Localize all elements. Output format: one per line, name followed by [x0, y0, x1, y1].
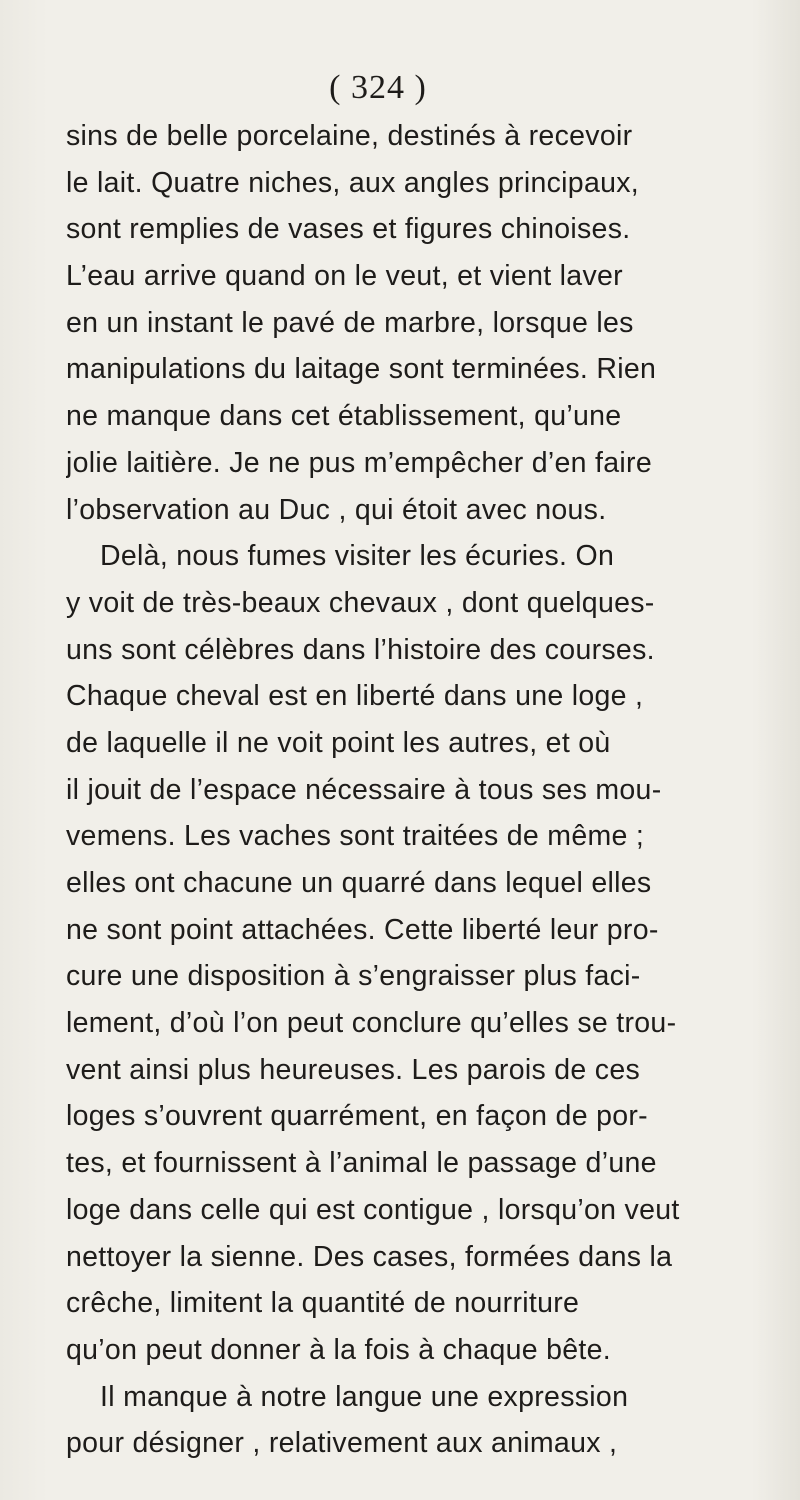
text-line: qu’on peut donner à la fois à chaque bête.	[66, 1333, 612, 1366]
text-line: elles ont chacune un quarré dans lequel elles	[66, 867, 652, 899]
text-line: tes, et fournissent à l’animal le passage d’une	[66, 1147, 657, 1180]
text-line: de laquelle il ne voit point les autres, et où	[66, 726, 611, 759]
text-line: loge dans celle qui est contigue , lorsqu’on veut	[66, 1193, 680, 1226]
text-line: vemens. Les vaches sont traitées de même ;	[66, 820, 645, 853]
text-line: le lait. Quatre niches, aux angles principaux,	[66, 166, 640, 199]
text-line: sont remplies de vases et figures chinoises.	[66, 213, 631, 246]
text-line: ne manque dans cet établissement, qu’une	[66, 400, 622, 433]
text-line: uns sont célèbres dans l’histoire des courses.	[66, 633, 655, 666]
paragraph-start-line: Delà, nous fumes visiter les écuries. On	[100, 540, 615, 573]
body-text	[66, 113, 766, 1467]
text-line: il jouit de l’espace nécessaire à tous ses mou-	[66, 773, 662, 806]
text-line: cure une disposition à s’engraisser plus faci-	[66, 960, 641, 993]
text-line: nettoyer la sienne. Des cases, formées dans la	[66, 1240, 673, 1273]
text-line: manipulations du laitage sont terminées. Rien	[66, 353, 657, 386]
text-line: L’eau arrive quand on le veut, et vient laver	[66, 260, 623, 293]
text-line: vent ainsi plus heureuses. Les parois de ces	[66, 1053, 641, 1086]
page-number: ( 324 )	[329, 69, 427, 106]
text-line: pour désigner , relativement aux animaux ,	[66, 1427, 618, 1460]
text-line: en un instant le pavé de marbre, lorsque les	[66, 306, 634, 339]
text-line: y voit de très-beaux chevaux , dont quelques-	[66, 586, 655, 619]
text-line: lement, d’où l’on peut conclure qu’elles se trou-	[66, 1007, 677, 1040]
text-line: l’observation au Duc , qui étoit avec nous.	[66, 493, 607, 526]
text-line: loges s’ouvrent quarrément, en façon de por-	[66, 1100, 648, 1133]
text-line: jolie laitière. Je ne pus m’empêcher d’en faire	[66, 446, 652, 479]
text-line: sins de belle porcelaine, destinés à recevoir	[66, 120, 633, 152]
text-line: Chaque cheval est en liberté dans une loge ,	[66, 680, 644, 713]
text-line: crêche, limitent la quantité de nourriture	[66, 1287, 580, 1320]
text-line: ne sont point attachées. Cette liberté leur pro-	[66, 913, 659, 946]
paragraph-start-line: Il manque à notre langue une expression	[100, 1380, 629, 1413]
